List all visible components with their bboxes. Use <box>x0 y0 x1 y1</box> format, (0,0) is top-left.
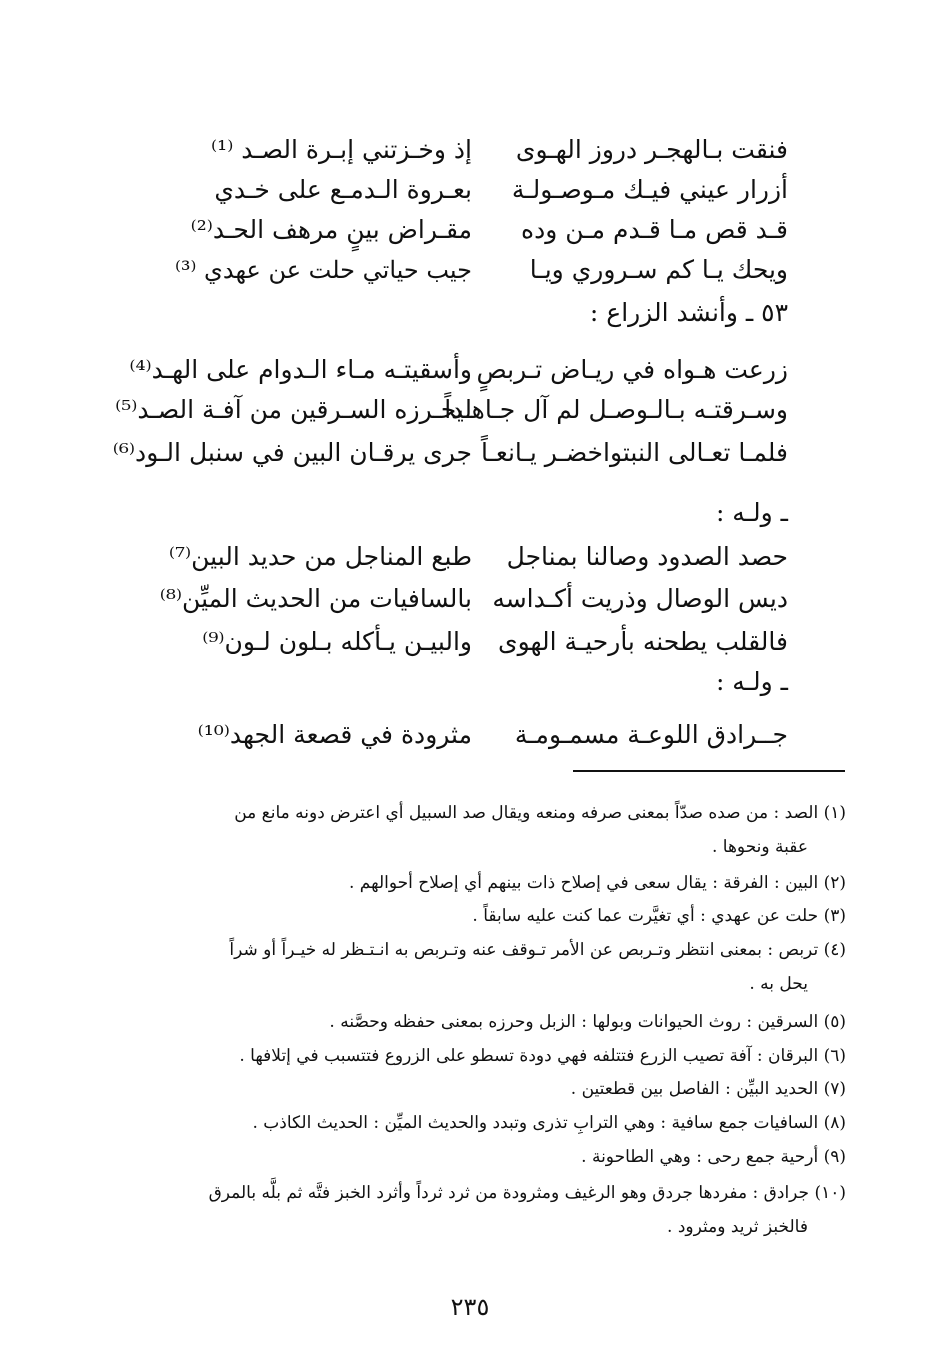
footnote-2: (٢) البين : الفرقة : يقال سعى في إصلاح ذات بينهم أي إصلاح أحوالهم . <box>348 873 846 893</box>
footnote-8: (٨) السافيات جمع سافية : وهي الترابِ تذرى وتبدد والحديث الميِّن : الحديث الكاذب . <box>252 1113 846 1133</box>
verse-53-3-second: جرى يرقـان البين في سنبل الـود⁽⁶⁾ <box>112 438 472 467</box>
section-53-heading: ٥٣ ـ وأنشد الزراع : <box>589 298 788 327</box>
verse-3-first: قـد قص مـا قـدم مـن وده <box>521 215 788 244</box>
lahu-heading-1: ـ ولـه : <box>715 498 788 527</box>
footnote-3: (٣) حلت عن عهدي : أي تغيَّرت عما كنت عليه سابقاً . <box>472 906 846 926</box>
verse-lahu1-2-second: بالسافيات من الحديث الميِّن⁽⁸⁾ <box>159 584 472 613</box>
verse-1-second: إذ وخـزتني إبـرة الصـد ⁽¹⁾ <box>211 135 472 164</box>
verse-lahu2-1-first: جــرادق اللوعـة مسمـومـة <box>514 720 788 749</box>
footnote-6: (٦) البرقان : آفة تصيب الزرع فتتلفه فهي دودة تسطو على الزروع فتتسبب في إتلافها . <box>239 1046 846 1066</box>
verse-53-1-second: وأسقيتـه مـاء الـدوام على الهـد⁽⁴⁾ <box>129 355 472 384</box>
verse-53-2-first: وسـرقتـه بـالـوصـل لم آل جـاهـداً <box>444 395 788 424</box>
lahu-heading-2: ـ ولـه : <box>715 667 788 696</box>
footnote-4-cont: يحل به . <box>749 974 808 994</box>
verse-lahu2-1-second: مثرودة في قصعة الجهد⁽¹⁰⁾ <box>197 720 472 749</box>
verse-1-first: فنقت بـالهجـر دروز الهـوى <box>515 135 788 164</box>
footnote-1-cont: عقبة ونحوها . <box>711 837 808 857</box>
footnote-1: (١) الصد : من صده صدّاً بمعنى صرفه ومنعه ويقال صد السبيل أي اعترض دونه مانع من <box>234 803 846 823</box>
verse-2-second: بعـروة الـدمـع على خـدي <box>214 175 472 204</box>
verse-53-2-second: ليحـرزه السـرقين من آفـة الصـد⁽⁵⁾ <box>115 395 472 424</box>
verse-lahu1-3-second: والبيـن يـأكله بـلون لـون⁽⁹⁾ <box>202 627 472 656</box>
verse-4-second: جيب حياتي حلت عن عهدي ⁽³⁾ <box>175 256 472 284</box>
verse-lahu1-1-second: طبع المناجل من حديد البين⁽⁷⁾ <box>168 542 472 571</box>
footnote-separator <box>573 770 845 772</box>
page-number: ٢٣٥ <box>450 1293 490 1321</box>
footnote-5: (٥) السرقين : روث الحيوانات وبولها : الزبل وحرزه بمعنى حفظه وحصَّنه . <box>329 1012 846 1032</box>
verse-2-first: أزرار عيني فيـك مـوصـولـة <box>511 175 788 204</box>
verse-53-3-first: فلمـا تعـالى النبتواخضـر يـانعـاً <box>480 438 788 467</box>
footnote-4: (٤) تربص : بمعنى انتظر وتـربص عن الأمر تـوقف عنه وتـربص به انـتـظر له خيـراً أو شراً <box>229 940 846 960</box>
verse-lahu1-3-first: فالقلب يطحنه بأرحيـة الهوى <box>498 627 788 656</box>
footnote-10-cont: فالخبز ثريد ومثرود . <box>667 1217 808 1237</box>
footnote-9: (٩) أرحية جمع رحى : وهي الطاحونة . <box>581 1147 846 1167</box>
verse-4-first: ويحك يـا كم سـروري ويـا <box>529 255 788 284</box>
footnote-10: (١٠) جرادق : مفردها جردق وهو الرغيف ومثرودة من ثرد ثرداً وأثرد الخبز فتَّه ثم بلَّه بالمرق <box>208 1183 846 1203</box>
footnote-7: (٧) الحديد البيِّن : الفاصل بين قطعتين . <box>570 1079 846 1099</box>
verse-53-1-first: زرعت هـواه في ريـاض تـربصٍ <box>476 355 788 384</box>
verse-3-second: مقـراض بينٍ مرهف الحـد⁽²⁾ <box>190 215 472 244</box>
verse-lahu1-2-first: ديس الوصال وذريت أكـداسه <box>492 584 788 613</box>
verse-lahu1-1-first: حصد الصدود وصالنا بمناجل <box>506 542 788 571</box>
